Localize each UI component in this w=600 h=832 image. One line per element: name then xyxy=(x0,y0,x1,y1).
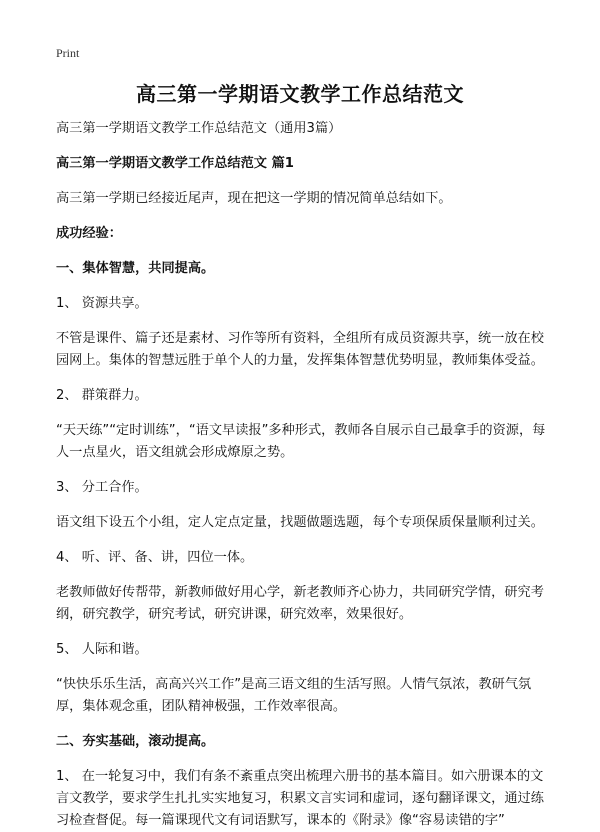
intro-paragraph: 高三第一学期已经接近尾声，现在把这一学期的情况简单总结如下。 xyxy=(56,191,452,206)
paragraph: 1、 在一轮复习中，我们有条不紊重点突出梳理六册书的基本篇目。如六册课本的文言文教学，要求学生扎扎实实地复习，积累文言实词和虚词，逐句翻译课文，通过练习检查督促。每一篇课现代文有词语默写，课本的《附录》像“容易读错的字” xyxy=(56,769,544,828)
paragraph: 语文组下设五个小组，定人定点定量，找题做题选题，每个专项保质保量顺利过关。 xyxy=(56,515,544,530)
paragraph: “快快乐乐生活，高高兴兴工作”是高三语文组的生活写照。人情气氛浓，教研气氛厚，集体观念重，团队精神极强，工作效率很高。 xyxy=(56,677,532,714)
document-title: 高三第一学期语文教学工作总结范文 xyxy=(136,82,464,106)
success-heading: 成功经验： xyxy=(56,226,122,241)
list-item: 1、 资源共享。 xyxy=(56,296,148,311)
paragraph: “天天练”“定时训练”，“语文早读报”多种形式，教师各自展示自己最拿手的资源，每人一点星火，语文组就会形成燎原之势。 xyxy=(56,423,546,460)
heading-one: 一、集体智慧，共同提高。 xyxy=(56,261,215,276)
print-link[interactable]: Print xyxy=(56,46,80,60)
paragraph: 不管是课件、篇子还是素材、习作等所有资料，全组所有成员资源共享，统一放在校园网上。集体的智慧远胜于单个人的力量，发挥集体智慧优势明显，教师集体受益。 xyxy=(56,331,544,368)
list-item: 4、 听、评、备、讲，四位一体。 xyxy=(56,550,254,565)
heading-two: 二、夯实基础，滚动提高。 xyxy=(56,734,215,749)
document-body xyxy=(56,118,548,832)
list-item: 5、 人际和谐。 xyxy=(56,642,148,657)
paragraph: 老教师做好传帮带，新教师做好用心学，新老教师齐心协力，共同研究学情，研究考纲，研究教学，研究考试，研究讲课，研究效率，效果很好。 xyxy=(56,585,544,622)
section-title: 高三第一学期语文教学工作总结范文 篇1 xyxy=(56,156,294,171)
document-subtitle: 高三第一学期语文教学工作总结范文（通用3篇） xyxy=(56,121,342,136)
list-item: 2、 群策群力。 xyxy=(56,388,148,403)
list-item: 3、 分工合作。 xyxy=(56,480,148,495)
